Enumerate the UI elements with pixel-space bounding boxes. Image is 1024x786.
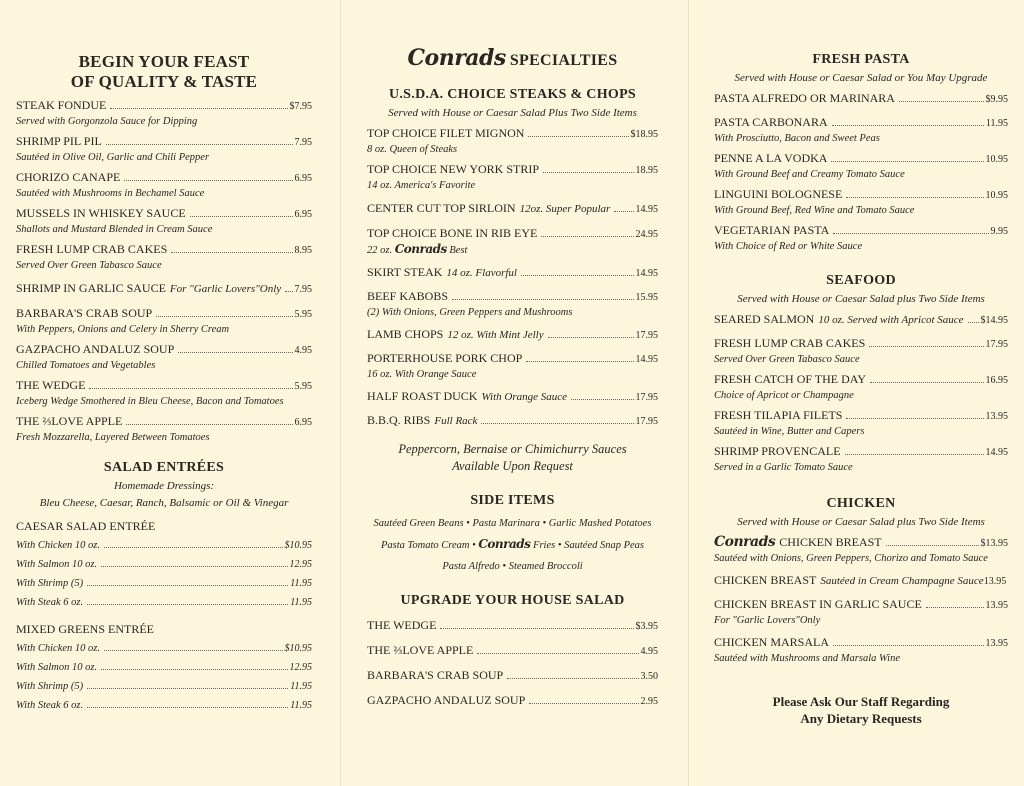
list-item: With Shrimp (5) 11.95 bbox=[16, 681, 312, 692]
menu-item: PASTA ALFREDO OR MARINARA $9.95 bbox=[714, 91, 1008, 105]
menu-item: SHRIMP PIL PIL 7.95 Sautéed in Olive Oil, Garlic and Chili Pepper bbox=[16, 134, 312, 163]
section-title-upgrade: UPGRADE YOUR HOUSE SALAD bbox=[400, 593, 625, 608]
menu-item: GAZPACHO ANDALUZ SOUP 2.95 bbox=[367, 693, 658, 707]
pasta-subtitle: Served with House or Caesar Salad or You May Upgrade bbox=[734, 72, 988, 84]
menu-item: LINGUINI BOLOGNESE 10.95 With Ground Beef, Red Wine and Tomato Sauce bbox=[714, 187, 1008, 216]
section-title-pasta: FRESH PASTA bbox=[812, 52, 910, 67]
menu-panel-center bbox=[340, 0, 688, 786]
menu-item: TOP CHOICE FILET MIGNON $18.95 8 oz. Queen of Steaks bbox=[367, 126, 658, 155]
dressings-label: Homemade Dressings: bbox=[113, 480, 215, 492]
section-title-chicken: CHICKEN bbox=[826, 496, 896, 511]
specialties-title: SPECIALTIES bbox=[509, 52, 618, 69]
menu-item: CHICKEN BREAST Sautéed in Cream Champagne Sauce 13.95 bbox=[714, 573, 1007, 587]
upgrade-list bbox=[367, 618, 658, 709]
sauces-note: Peppercorn, Bernaise or Chimichurry Sauces Available Upon Request bbox=[398, 442, 627, 473]
list-item: With Steak 6 oz. 11.95 bbox=[16, 700, 312, 711]
menu-item: GAZPACHO ANDALUZ SOUP 4.95 Chilled Tomatoes and Vegetables bbox=[16, 342, 312, 371]
menu-item: FRESH LUMP CRAB CAKES 8.95 Served Over Green Tabasco Sauce bbox=[16, 242, 312, 271]
greens-entree-title: MIXED GREENS ENTRÉE bbox=[16, 622, 154, 636]
menu-item: SHRIMP PROVENCALE 14.95 Served in a Garlic Tomato Sauce bbox=[714, 444, 1008, 473]
menu-item: THE ⅔LOVE APPLE 4.95 bbox=[367, 643, 658, 657]
dressings-list: Bleu Cheese, Caesar, Ranch, Balsamic or Oil & Vinegar bbox=[39, 497, 289, 509]
menu-panel-right bbox=[688, 0, 1024, 786]
menu-item: THE WEDGE $3.95 bbox=[367, 618, 658, 632]
menu-item: FRESH LUMP CRAB CAKES 17.95 Served Over Green Tabasco Sauce bbox=[714, 336, 1008, 365]
steaks-subtitle: Served with House or Caesar Salad Plus Two Side Items bbox=[388, 107, 637, 119]
menu-item: HALF ROAST DUCK With Orange Sauce 17.95 bbox=[367, 389, 658, 403]
chicken-subtitle: Served with House or Caesar Salad plus Two Side Items bbox=[737, 516, 985, 528]
menu-item: CHORIZO CANAPE 6.95 Sautéed with Mushrooms in Bechamel Sauce bbox=[16, 170, 312, 199]
dietary-note: Please Ask Our Staff Regarding Any Dietary Requests bbox=[772, 694, 950, 726]
seafood-subtitle: Served with House or Caesar Salad plus Two Side Items bbox=[737, 293, 985, 305]
section-title-sides: SIDE ITEMS bbox=[470, 493, 555, 508]
list-item: With Salmon 10 oz. 12.95 bbox=[16, 559, 312, 570]
menu-item: MUSSELS IN WHISKEY SAUCE 6.95 Shallots and Mustard Blended in Cream Sauce bbox=[16, 206, 312, 235]
chicken-list bbox=[714, 535, 1008, 665]
steaks-list bbox=[367, 126, 658, 429]
greens-options bbox=[16, 642, 312, 713]
menu-item: CENTER CUT TOP SIRLOIN 12oz. Super Popular 14.95 bbox=[367, 201, 658, 215]
menu-item: CHICKEN BREAST IN GARLIC SAUCE 13.95 For "Garlic Lovers"Only bbox=[714, 597, 1008, 626]
list-item: With Chicken 10 oz. $10.95 bbox=[16, 540, 312, 551]
seafood-list bbox=[714, 312, 1008, 474]
menu-item: PENNE A LA VODKA 10.95 With Ground Beef and Creamy Tomato Sauce bbox=[714, 151, 1008, 180]
menu-item: BARBARA'S CRAB SOUP 5.95 With Peppers, Onions and Celery in Sherry Cream bbox=[16, 306, 312, 335]
list-item: With Chicken 10 oz. $10.95 bbox=[16, 643, 312, 654]
menu-item: TOP CHOICE BONE IN RIB EYE 24.95 22 oz. Conrads Best bbox=[367, 226, 658, 256]
section-title-seafood: SEAFOOD bbox=[826, 273, 896, 288]
menu-item: B.B.Q. RIBS Full Rack 17.95 bbox=[367, 413, 658, 427]
list-item: With Shrimp (5) 11.95 bbox=[16, 578, 312, 589]
menu-item: SHRIMP IN GARLIC SAUCE For "Garlic Lovers"Only 7.95 bbox=[16, 281, 312, 295]
conrads-logo: Conrads bbox=[394, 242, 447, 256]
menu-item: VEGETARIAN PASTA 9.95 With Choice of Red or White Sauce bbox=[714, 223, 1008, 252]
menu-item: BEEF KABOBS 15.95 (2) With Onions, Green Peppers and Mushrooms bbox=[367, 289, 658, 318]
menu-item: THE WEDGE 5.95 Iceberg Wedge Smothered in Bleu Cheese, Bacon and Tomatoes bbox=[16, 378, 312, 407]
section-title-feast: BEGIN YOUR FEAST OF QUALITY & TASTE bbox=[70, 52, 258, 91]
section-title-salad: SALAD ENTRÉES bbox=[103, 460, 225, 475]
menu-item: TOP CHOICE NEW YORK STRIP 18.95 14 oz. America's Favorite bbox=[367, 162, 658, 191]
menu-item: PORTERHOUSE PORK CHOP 14.95 16 oz. With Orange Sauce bbox=[367, 351, 658, 380]
menu-item: LAMB CHOPS 12 oz. With Mint Jelly 17.95 bbox=[367, 327, 658, 341]
menu-item: CHICKEN MARSALA 13.95 Sautéed with Mushrooms and Marsala Wine bbox=[714, 635, 1008, 664]
specialties-header bbox=[367, 44, 658, 75]
menu-item: STEAK FONDUE $7.95 Served with Gorgonzola Sauce for Dipping bbox=[16, 98, 312, 127]
sides-list: Sautéed Green Beans • Pasta Marinara • Garlic Mashed Potatoes Pasta Tomato Cream • Conrads Fries • Sautéed Snap Peas Pasta Alfredo • Steamed Broccoli bbox=[373, 518, 652, 572]
section-title-steaks: U.S.D.A. CHOICE STEAKS & CHOPS bbox=[388, 87, 637, 102]
appetizer-list bbox=[16, 98, 312, 444]
menu-item: FRESH TILAPIA FILETS 13.95 Sautéed in Wine, Butter and Capers bbox=[714, 408, 1008, 437]
menu-item: Conrads CHICKEN BREAST $13.95 Sautéed with Onions, Green Peppers, Chorizo and Tomato Sauce bbox=[714, 534, 1008, 564]
menu-item: THE ⅔LOVE APPLE 6.95 Fresh Mozzarella, Layered Between Tomatoes bbox=[16, 414, 312, 443]
list-item: With Steak 6 oz. 11.95 bbox=[16, 597, 312, 608]
caesar-options bbox=[16, 539, 312, 610]
menu-item: SEARED SALMON 10 oz. Served with Apricot Sauce $14.95 bbox=[714, 312, 1008, 326]
pasta-list bbox=[714, 91, 1008, 253]
list-item: With Salmon 10 oz. 12.95 bbox=[16, 662, 312, 673]
menu-item: SKIRT STEAK 14 oz. Flavorful 14.95 bbox=[367, 265, 658, 279]
menu-item: BARBARA'S CRAB SOUP 3.50 bbox=[367, 668, 658, 682]
menu-item: FRESH CATCH OF THE DAY 16.95 Choice of Apricot or Champagne bbox=[714, 372, 1008, 401]
conrads-logo: Conrads bbox=[714, 534, 776, 550]
conrads-logo: Conrads bbox=[407, 45, 506, 71]
caesar-entree-title: CAESAR SALAD ENTRÉE bbox=[16, 519, 156, 533]
menu-item: PASTA CARBONARA 11.95 With Prosciutto, Bacon and Sweet Peas bbox=[714, 115, 1008, 144]
conrads-logo: Conrads bbox=[478, 537, 531, 551]
menu-panel-left bbox=[0, 0, 340, 786]
